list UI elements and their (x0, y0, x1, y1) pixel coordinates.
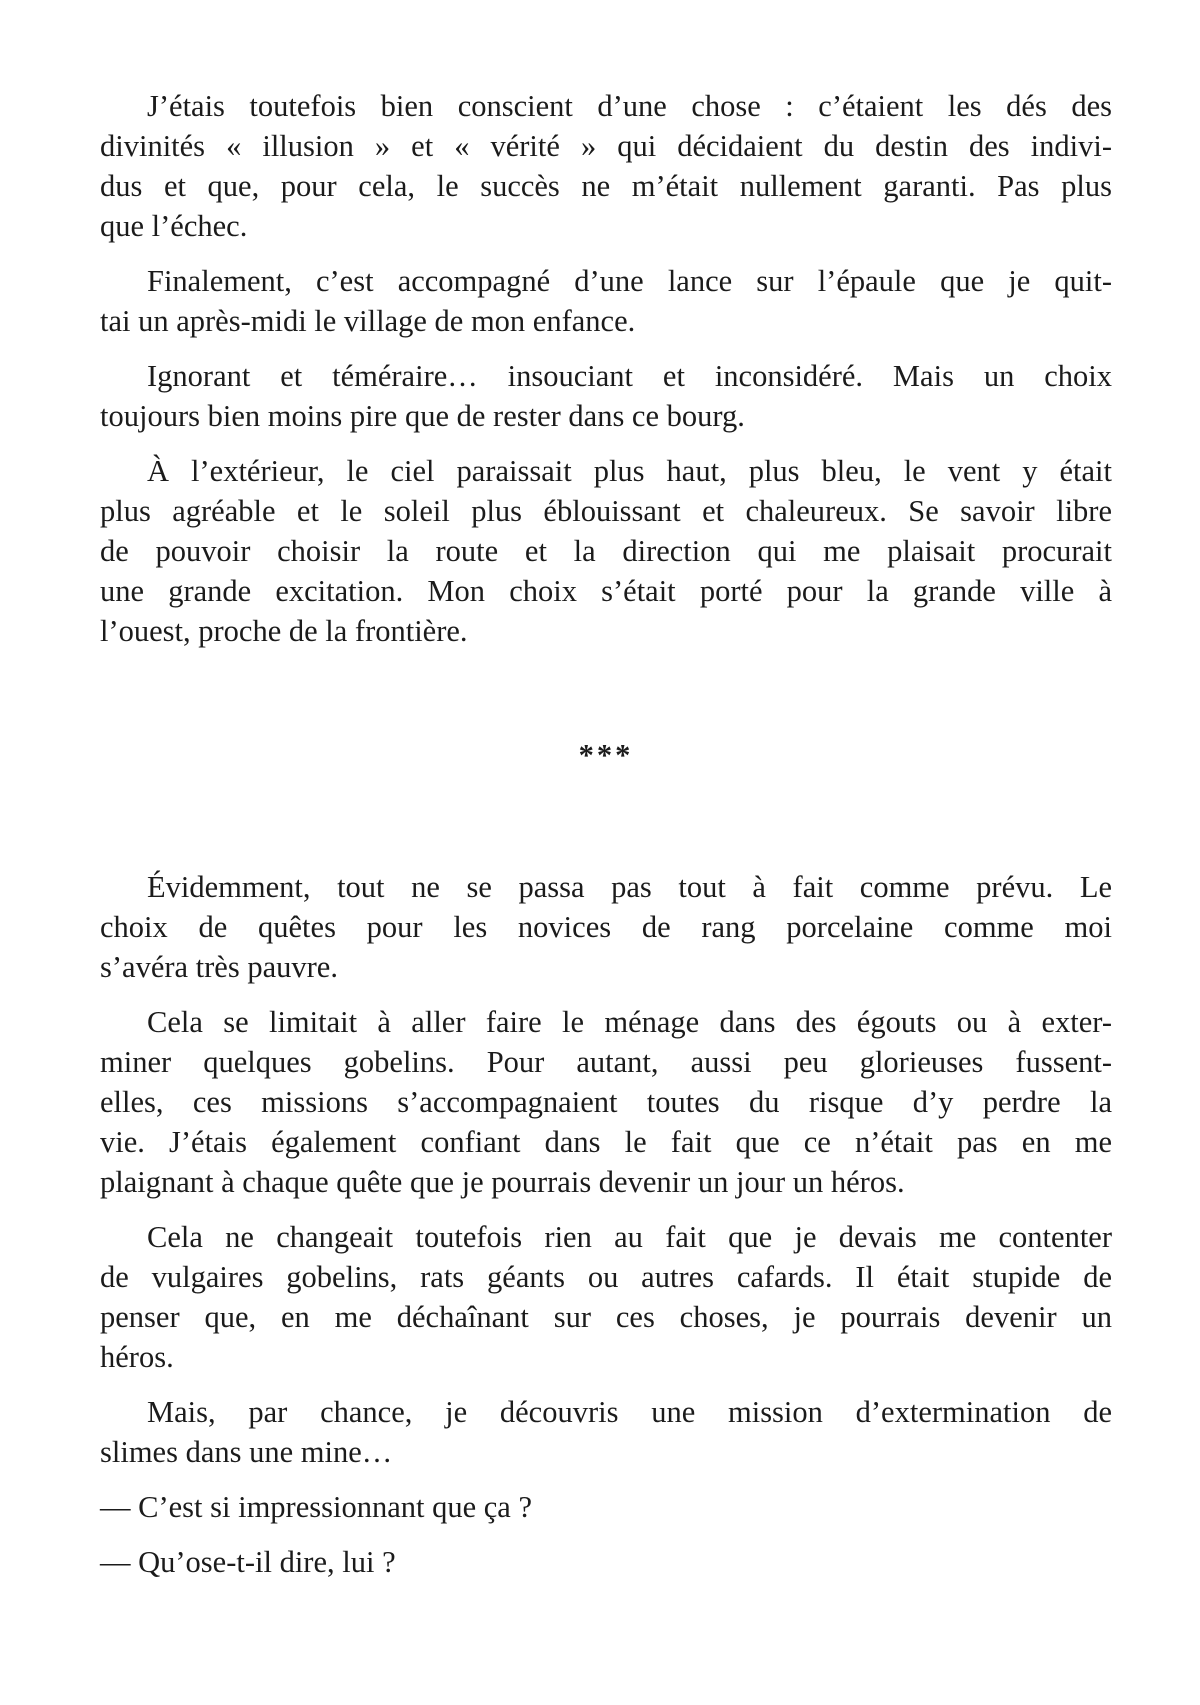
text-column (100, 0, 1112, 1597)
paragraph-1 (100, 86, 1112, 246)
text-line: — Qu’ose-t-il dire, lui ? (100, 1545, 396, 1579)
text-line: Évidemment, tout ne se passa pas tout à fait comme prévu. Le (147, 870, 1112, 904)
text-line: vie. J’étais également confiant dans le fait que ce n’était pas en me (100, 1125, 1112, 1159)
text-line: Mais, par chance, je découvris une mission d’extermination de (147, 1395, 1112, 1429)
text-line: elles, ces missions s’accompagnaient toutes du risque d’y perdre la (100, 1085, 1112, 1119)
paragraph-7 (100, 1217, 1112, 1377)
text-line: héros. (100, 1340, 174, 1374)
text-line: plaignant à chaque quête que je pourrais devenir un jour un héros. (100, 1165, 905, 1199)
paragraph-4 (100, 451, 1112, 651)
text-line: divinités « illusion » et « vérité » qui décidaient du destin des indivi- (100, 129, 1112, 163)
text-line: l’ouest, proche de la frontière. (100, 614, 468, 648)
text-line: Finalement, c’est accompagné d’une lance sur l’épaule que je quit- (147, 264, 1112, 298)
paragraph-3 (100, 356, 1112, 436)
text-line: plus agréable et le soleil plus éblouissant et chaleureux. Se savoir libre (100, 494, 1112, 528)
text-line: de vulgaires gobelins, rats géants ou autres cafards. Il était stupide de (100, 1260, 1112, 1294)
text-line: J’étais toutefois bien conscient d’une chose : c’étaient les dés des (147, 89, 1112, 123)
text-line: choix de quêtes pour les novices de rang porcelaine comme moi (100, 910, 1112, 944)
paragraph-6 (100, 1002, 1112, 1202)
text-line: À l’extérieur, le ciel paraissait plus haut, plus bleu, le vent y était (147, 454, 1112, 488)
text-line: miner quelques gobelins. Pour autant, aussi peu glorieuses fussent- (100, 1045, 1112, 1079)
dialogue-line-2 (100, 1542, 1112, 1582)
paragraph-2 (100, 261, 1112, 341)
text-line: Cela ne changeait toutefois rien au fait que je devais me contenter (147, 1220, 1112, 1254)
text-line: tai un après-midi le village de mon enfance. (100, 304, 636, 338)
text-line: s’avéra très pauvre. (100, 950, 338, 984)
text-line: dus et que, pour cela, le succès ne m’était nullement garanti. Pas plus (100, 169, 1112, 203)
scene-separator: *** (578, 738, 634, 772)
text-line: toujours bien moins pire que de rester dans ce bourg. (100, 399, 745, 433)
text-line: slimes dans une mine… (100, 1435, 393, 1469)
paragraph-5 (100, 867, 1112, 987)
paragraph-8 (100, 1392, 1112, 1472)
text-line: penser que, en me déchaînant sur ces choses, je pourrais devenir un (100, 1300, 1112, 1334)
text-line: Cela se limitait à aller faire le ménage dans des égouts ou à exter- (147, 1005, 1112, 1039)
text-line: de pouvoir choisir la route et la direction qui me plaisait procurait (100, 534, 1112, 568)
text-line: — C’est si impressionnant que ça ? (100, 1490, 532, 1524)
text-line: Ignorant et téméraire… insouciant et inconsidéré. Mais un choix (147, 359, 1112, 393)
dialogue-line-1 (100, 1487, 1112, 1527)
text-line: que l’échec. (100, 209, 248, 243)
text-line: une grande excitation. Mon choix s’était porté pour la grande ville à (100, 574, 1112, 608)
